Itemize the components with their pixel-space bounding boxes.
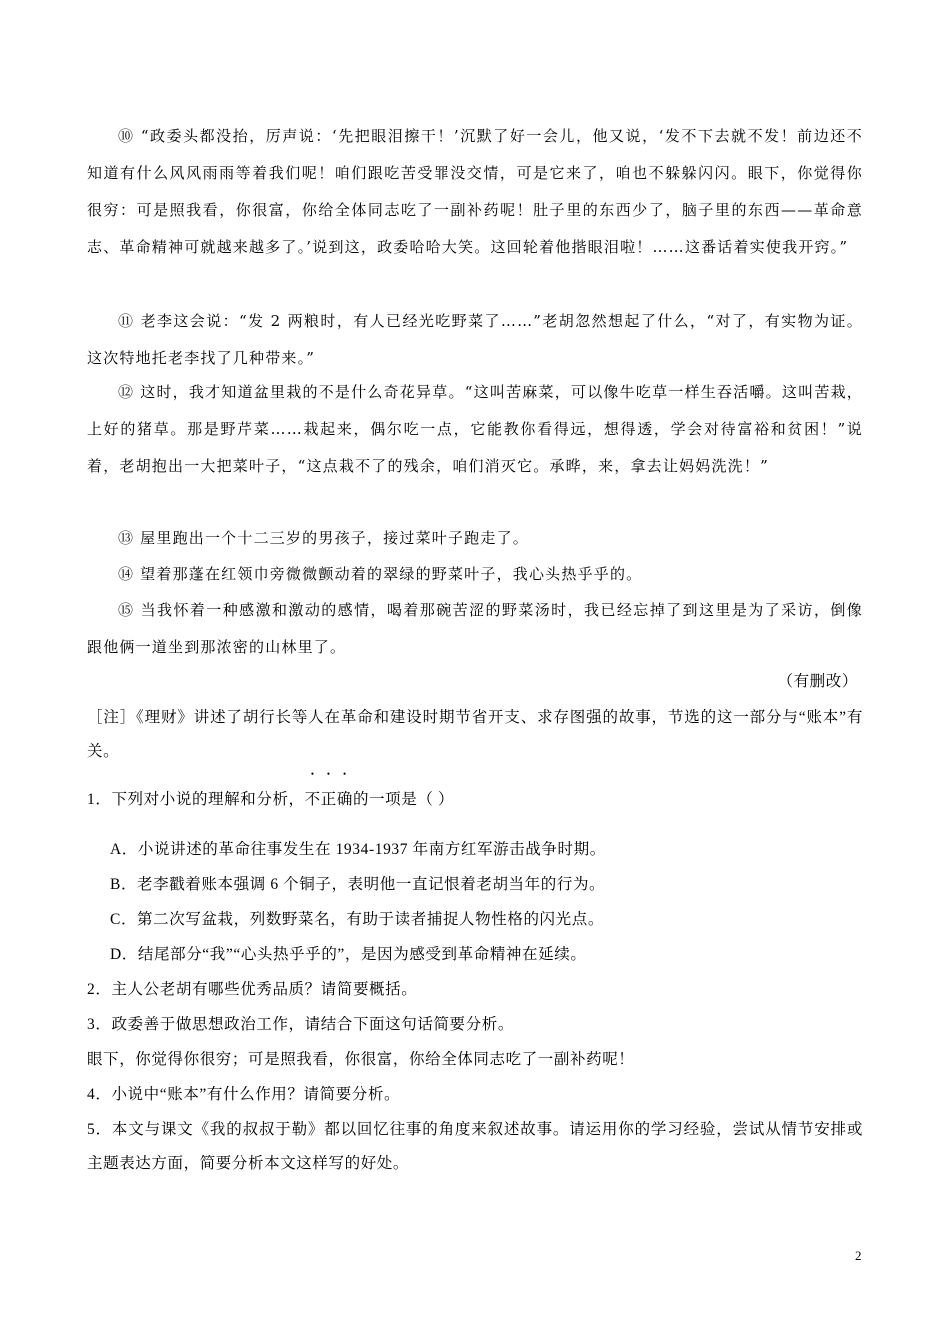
question-1: [87, 783, 454, 817]
option-b: B．老李戳着账本强调 6 个铜子，表明他一直记恨着老胡当年的行为。: [110, 876, 606, 893]
question-5: 5．本文与课文《我的叔叔于勒》都以回忆往事的角度来叙述故事。请运用你的学习经验，尝试从情节安排或主题表达方面，简要分析本文这样写的好处。: [87, 1121, 863, 1172]
question-4: 4．小说中“账本”有什么作用？请简要分析。: [87, 1086, 401, 1103]
source-note: （有删改）: [777, 673, 858, 690]
option-c: C．第二次写盆栽，列数野菜名，有助于读者捕捉人物性格的闪光点。: [110, 911, 604, 928]
question-2: 2．主人公老胡有哪些优秀品质？请简要概括。: [87, 981, 418, 998]
question-1-suffix: 的一项是（ ）: [352, 791, 455, 808]
question-1-prefix: 1．下列对小说的理解和分析，: [87, 791, 305, 808]
paragraph-10: ⑩ “政委头都没抬，厉声说：‘先把眼泪擦干！’沉默了好一会儿，他又说，‘发不下去就不发！前边还不知道有什么风风雨雨等着我们呢！咱们跟吃苦受罪没交情，可是它来了，咱也不躲躲闪闪。眼下，你觉得你很穷：可是照我看，你很富，你给全体同志吃了一副补药呢！肚子里的东西少了，脑子里的东西——革命意志、革命精神可就越来越多了。’说到这，政委哈哈大笑。这回轮着他揩眼泪啦！……这番话着实使我开窍。”: [87, 127, 863, 256]
paragraph-12: ⑫ 这时，我才知道盆里栽的不是什么奇花异草。“这叫苦麻菜，可以像牛吃草一样生吞活嚼。这叫苦栽，上好的猪草。那是野芹菜……栽起来，偶尔吃一点，它能教你看得远，想得透，学会对待富裕和贫困！”说着，老胡抱出一大把菜叶子，“这点栽不了的残余，咱们消灭它。承晔，来，拿去让妈妈洗洗！”: [87, 383, 863, 475]
paragraph-11: ⑪ 老李这会说：“发 2 两粮时，有人已经光吃野菜了……”老胡忽然想起了什么，“对了，有实物为证。这次特地托老李找了几种带来。”: [87, 312, 863, 367]
annotation-note: ［注］《理财》讲述了胡行长等人在革命和建设时期节省开支、求存图强的故事，节选的这一部分与“账本”有关。: [87, 709, 863, 760]
paragraph-14: ⑭ 望着那蓬在红领巾旁微微颤动着的翠绿的野菜叶子，我心头热乎乎的。: [118, 565, 643, 583]
question-3-quote: 眼下，你觉得你很穷；可是照我看，你很富，你给全体同志吃了一副补药呢！: [87, 1051, 635, 1068]
emphasis-char-1: 不: [304, 791, 321, 808]
page-number: 2: [855, 1248, 862, 1263]
paragraph-15: ⑮ 当我怀着一种感激和激动的感情，喝着那碗苦涩的野菜汤时，我已经忘掉了到这里是为了采访，倒像跟他俩一道坐到那浓密的山林里了。: [87, 601, 863, 656]
option-d: D．结尾部分“我”“心头热乎乎的”，是因为感受到革命精神在延续。: [110, 946, 587, 963]
paragraph-13: ⑬ 屋里跑出一个十二三岁的男孩子，接过菜叶子跑走了。: [118, 529, 529, 547]
question-3: 3．政委善于做思想政治工作，请结合下面这句话简要分析。: [87, 1016, 514, 1033]
option-a: A．小说讲述的革命往事发生在 1934-1937 年南方红军游击战争时期。: [110, 841, 606, 858]
emphasis-char-3: 确: [336, 791, 353, 808]
emphasis-char-2: 正: [320, 791, 337, 808]
